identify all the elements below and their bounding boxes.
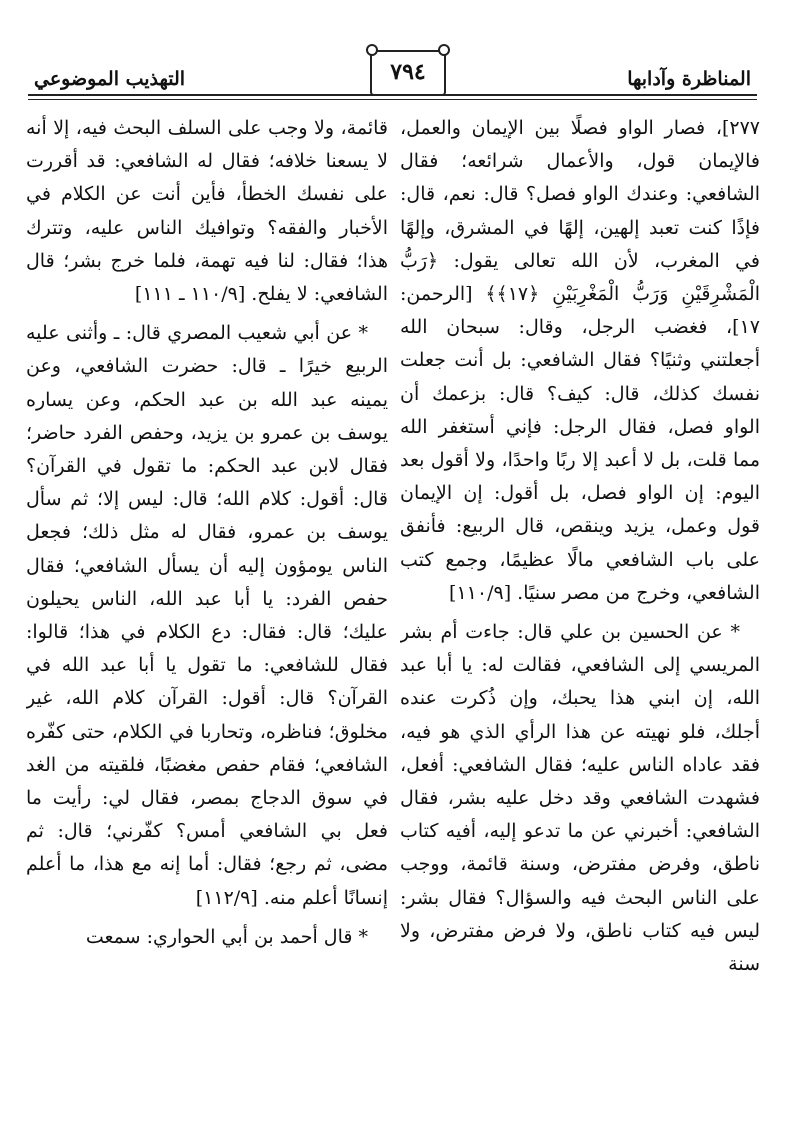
paragraph: * قال أحمد بن أبي الحواري: سمعت [85, 925, 368, 948]
running-head-left: التهذيب الموضوعي [34, 68, 186, 90]
page-header [28, 58, 757, 96]
paragraph: قائمة، ولا وجب على السلف البحث فيه، إلا أنه لا يسعنا خلافه؛ فقال له الشافعي: قد أقررت على نفسك الخطأ، فأين أنت عن الكلام في الأخبار والفقه؟ وتوافيك الناس عليه، وتترك هذا؛ فقال: لنا فيه تهمة، فلما خرج بشر؛ قال الشافعي: لا يفلح. [١١٠/٩ ـ ١١١] [26, 117, 388, 306]
page-number: ٧٩٤ [370, 50, 446, 96]
paragraph: ٢٧٧]، فصار الواو فصلًا بين الإيمان والعمل، فالإيمان قول، والأعمال شرائعه؛ فقال الشافعي: وعندك الواو فصل؟ قال: نعم، قال: فإذًا كنت تعبد إلهين، إلهًا في المشرق، وإلهًا في المغرب، لأن الله تعالى يقول: ﴿رَبُّ الْمَشْرِقَيْنِ وَرَبُّ الْمَغْرِبَيْنِ ﴿١٧﴾﴾ [الرحمن: ١٧]، فغضب الرجل، وقال: سبحان الله أجعلتني وثنيًا؟ فقال الشافعي: بل أنت جعلت نفسك كذلك، قال: كيف؟ قال: بزعمك أن الواو فصل، فقال الرجل: فإني أستغفر الله مما قلت، بل لا أعبد إلا ربًا واحدًا، ولا أقول بعد اليوم: إن الواو فصل، بل أقول: إن الإيمان قول وعمل، يزيد وينقص، قال الربيع: فأنفق على باب الشافعي مالًا عظيمًا، وجمع كتب الشافعي، وخرج من مصر سنيًا. [١١٠/٩] [400, 117, 760, 604]
left-text-column [26, 112, 388, 1102]
right-text-column [400, 112, 760, 1102]
running-head-right: المناظرة وآدابها [627, 68, 751, 90]
paragraph: * عن أبي شعيب المصري قال: ـ وأثنى عليه الربيع خيرًا ـ قال: حضرت الشافعي، وعن يمينه عبد الله بن عبد الحكم، وعن يساره يوسف بن عمرو بن يزيد، وحفص الفرد حاضر؛ فقال لابن عبد الحكم: ما تقول في القرآن؟ قال: أقول: كلام الله؛ قال: ليس إلا؛ ثم سأل يوسف بن عمرو، فقال له مثل ذلك؛ فجعل الناس يومؤون إليه أن يسأل الشافعي؛ فقال حفص الفرد: يا أبا عبد الله، الناس يحيلون عليك؛ قال: فقال: دع الكلام في هذا؛ قالوا: فقال للشافعي: ما تقول يا أبا عبد الله في القرآن؟ قال: أقول: القرآن كلام الله، غير مخلوق؛ فناظره، وتحاربا في الكلام، حتى كفّره الشافعي؛ فقام حفص مغضبًا، فلقيته من الغد في سوق الدجاج بمصر، فقال لي: رأيت ما فعل بي الشافعي أمس؟ كفّرني؛ قال: ثم مضى، ثم رجع؛ فقال: أما إنه مع هذا، ما أعلم إنسانًا أعلم منه. [١١٢/٩] [26, 322, 388, 909]
paragraph: * عن الحسين بن علي قال: جاءت أم بشر المريسي إلى الشافعي، فقالت له: يا أبا عبد الله، إن ابني هذا يحبك، وإن ذُكرت عنده أجلك، فلو نهيته عن هذا الرأي الذي هو فيه، فقد عاداه الناس عليه؛ فقال الشافعي: أفعل، فشهدت الشافعي وقد دخل عليه بشر، فقال الشافعي: أخبرني عن ما تدعو إليه، أفيه كتاب ناطق، وفرض مفترض، وسنة قائمة، ووجب على الناس البحث فيه والسؤال؟ فقال بشر: ليس فيه كتاب ناطق، ولا فرض مفترض، ولا سنة [400, 621, 760, 976]
